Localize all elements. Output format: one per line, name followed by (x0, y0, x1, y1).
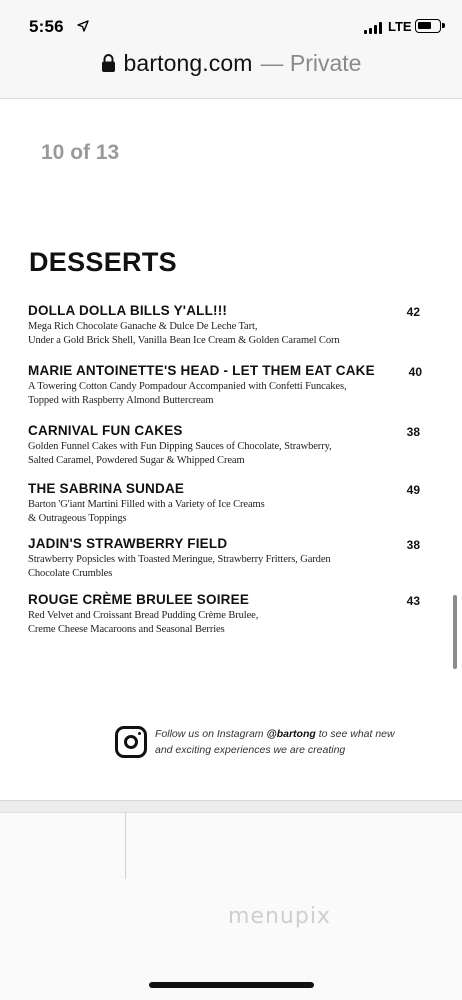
cellular-signal-icon (364, 22, 382, 34)
item-price: 42 (406, 305, 420, 319)
item-description: Strawberry Popsicles with Toasted Meringue, Strawberry Fritters, Garden Chocolate Crumbles (28, 554, 331, 579)
item-name: THE SABRINA SUNDAE (28, 481, 185, 496)
item-name: JADIN'S STRAWBERRY FIELD (28, 536, 228, 551)
divider-line (125, 813, 126, 879)
home-indicator[interactable] (149, 982, 314, 988)
address-bar[interactable] (0, 45, 462, 81)
menu-item (28, 592, 428, 637)
instagram-promo (115, 726, 395, 758)
private-label: — Private (260, 49, 362, 76)
item-price: 38 (406, 538, 420, 552)
status-time: 5:56 (29, 17, 64, 36)
next-page-area (0, 800, 462, 1000)
location-arrow-icon (77, 20, 89, 32)
section-title: DESSERTS (29, 247, 177, 277)
item-name: CARNIVAL FUN CAKES (28, 423, 183, 438)
battery-icon (415, 19, 441, 33)
item-price: 40 (408, 365, 422, 379)
item-price: 43 (406, 594, 420, 608)
item-name: ROUGE CRÈME BRULEE SOIREE (28, 592, 250, 607)
item-description: Mega Rich Chocolate Ganache & Dulce De Leche Tart, Under a Gold Brick Shell, Vanilla Bean Ice Cream & Golden Caramel Corn (28, 321, 340, 346)
menu-item (28, 536, 428, 581)
lock-icon (101, 53, 116, 73)
instagram-text: Follow us on Instagram @bartong to see what new and exciting experiences we are creating (155, 728, 395, 756)
browser-chrome (0, 0, 462, 99)
scrollbar[interactable] (453, 595, 457, 669)
watermark: menupix (228, 904, 331, 929)
menu-page (0, 100, 462, 800)
instagram-handle[interactable]: @bartong (266, 728, 316, 740)
item-description: Barton 'G'iant Martini Filled with a Variety of Ice Creams & Outrageous Toppings (28, 499, 265, 524)
menu-item (28, 423, 428, 468)
network-label: LTE (388, 19, 412, 34)
item-name: DOLLA DOLLA BILLS Y'ALL!!! (28, 303, 228, 318)
page-counter: 10 of 13 (41, 141, 120, 164)
item-price: 38 (406, 425, 420, 439)
item-name: MARIE ANTOINETTE'S HEAD - LET THEM EAT CAKE (28, 363, 375, 378)
page-divider-band (0, 801, 462, 813)
item-description: Red Velvet and Croissant Bread Pudding Crème Brulee, Creme Cheese Macaroons and Seasonal Berries (28, 610, 259, 635)
item-price: 49 (406, 483, 420, 497)
menu-item (28, 481, 428, 526)
item-description: Golden Funnel Cakes with Fun Dipping Sauces of Chocolate, Strawberry, Salted Caramel, Powdered Sugar & Whipped Cream (28, 441, 332, 466)
url-domain: bartong.com (123, 49, 253, 76)
menu-item (28, 303, 428, 348)
menu-item (28, 363, 428, 408)
item-description: A Towering Cotton Candy Pompadour Accompanied with Confetti Funcakes, Topped with Raspberry Almond Buttercream (28, 381, 347, 406)
instagram-icon (115, 726, 147, 758)
